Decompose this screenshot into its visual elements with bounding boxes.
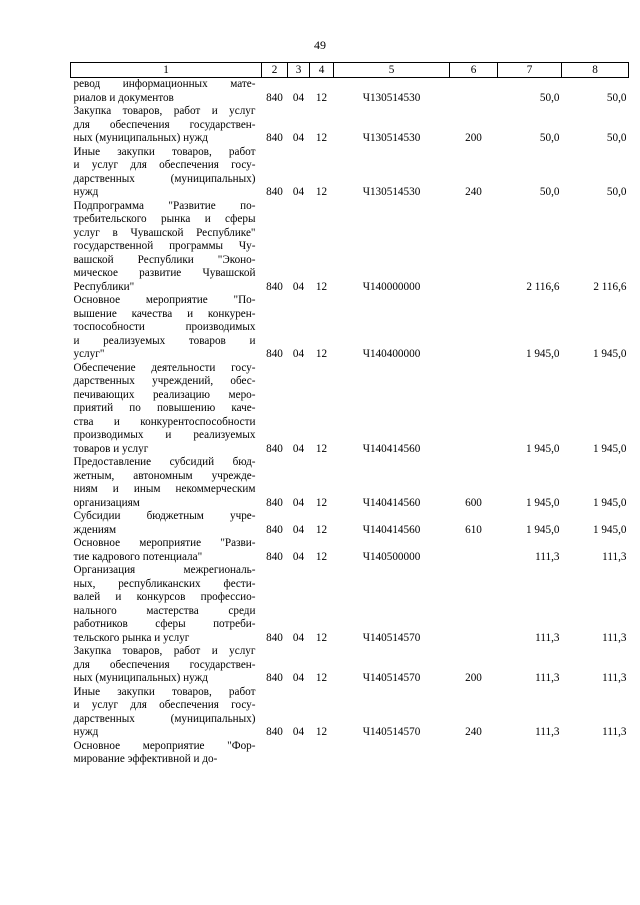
description-line: Иные закупки товаров, работ: [73, 685, 256, 698]
description-line: Обеспечение деятельности госу-: [73, 361, 256, 374]
target-article-code: Ч140414560: [362, 496, 421, 509]
amount-year-2: 1 945,0: [592, 348, 627, 360]
section-code: 04: [292, 348, 305, 360]
table-row: [71, 105, 629, 146]
description-line: тоспособности производимых: [73, 321, 256, 333]
description-line: валей и конкурсов профессио-: [73, 591, 256, 603]
header-row: [71, 63, 629, 78]
table-row: [71, 537, 629, 564]
expense-type-code: 240: [465, 726, 482, 738]
admin-code: 840: [266, 442, 283, 455]
section-code: [288, 740, 310, 767]
amount-year-2: 111,3: [602, 631, 627, 644]
target-article-code: Ч140514570: [362, 726, 421, 738]
description-line: Республики": [73, 280, 135, 293]
expense-type-code: 200: [465, 132, 482, 144]
description-line: дарственных (муниципальных): [73, 712, 256, 725]
amount-year-2: 2 116,6: [593, 280, 627, 293]
admin-code: 840: [266, 631, 283, 644]
amount-year-2: 50,0: [606, 91, 627, 104]
amount-year-1: 2 116,6: [526, 280, 560, 293]
description-line: ных, республиканских фести-: [73, 577, 256, 590]
description-line: ства и конкурентоспособности: [73, 415, 256, 428]
description-line: товаров и услуг: [73, 442, 149, 455]
subsection-code: 12: [315, 631, 328, 644]
row-description: [71, 537, 262, 564]
amount-year-2: 1 945,0: [592, 523, 627, 536]
amount-year-2: 50,0: [606, 186, 627, 198]
description-line: Основное мероприятие "По-: [73, 294, 256, 306]
row-description: [71, 645, 262, 686]
amount-year-1: [498, 740, 562, 767]
table-row: [71, 200, 629, 295]
admin-code: 840: [266, 726, 283, 738]
subsection-code: 12: [315, 132, 328, 144]
description-line: Закупка товаров, работ и услуг: [73, 645, 256, 657]
amount-year-1: 1 945,0: [525, 442, 560, 455]
subsection-code: 12: [315, 280, 328, 293]
target-article-code: Ч140514570: [362, 631, 421, 644]
table-row: [71, 362, 629, 457]
description-line: Организация межрегиональ-: [73, 564, 256, 576]
amount-year-2: 1 945,0: [592, 442, 627, 455]
page-number: 49: [314, 38, 326, 52]
subsection-code: 12: [315, 496, 328, 509]
description-line: дарственных (муниципальных): [73, 172, 256, 185]
description-line: вышение качества и конкурен-: [73, 307, 256, 320]
description-line: работников сферы потреби-: [73, 618, 256, 630]
description-line: Иные закупки товаров, работ: [73, 145, 256, 158]
target-article-code: Ч130514530: [362, 186, 421, 198]
admin-code: 840: [266, 280, 283, 293]
amount-year-1: 111,3: [535, 631, 560, 644]
description-line: и услуг для обеспечения госу-: [73, 159, 256, 171]
subsection-code: 12: [315, 186, 328, 198]
target-article-code: Ч140514570: [362, 672, 421, 684]
amount-year-2: 50,0: [606, 132, 627, 144]
budget-table: [70, 62, 629, 767]
description-line: мирование эффективной и до-: [73, 753, 218, 765]
admin-code: 840: [266, 132, 283, 144]
row-description: [71, 564, 262, 645]
description-line: Подпрограмма "Развитие по-: [73, 199, 256, 212]
subsection-code: 12: [315, 91, 328, 104]
admin-code: [262, 740, 288, 767]
description-line: организациям: [73, 496, 140, 509]
subsection-code: 12: [315, 523, 328, 536]
header-col-1: 1: [71, 63, 262, 78]
admin-code: 840: [266, 672, 283, 684]
section-code: 04: [292, 726, 305, 738]
header-col-6: 6: [450, 63, 498, 78]
amount-year-1: 111,3: [535, 550, 560, 563]
row-description: [71, 146, 262, 200]
amount-year-2: 111,3: [602, 672, 627, 684]
header-col-3: 3: [288, 63, 310, 78]
description-line: печивающих реализацию меро-: [73, 388, 256, 401]
expense-type-code: [450, 200, 498, 295]
target-article-code: Ч130514530: [362, 132, 421, 144]
row-description: [71, 200, 262, 295]
admin-code: 840: [266, 523, 283, 536]
section-code: 04: [292, 132, 305, 144]
description-line: для обеспечения государствен-: [73, 658, 256, 671]
description-line: Основное мероприятие "Фор-: [73, 739, 256, 752]
expense-type-code: [450, 294, 498, 362]
target-article-code: Ч140414560: [362, 442, 421, 455]
table-row: [71, 686, 629, 740]
admin-code: 840: [266, 186, 283, 198]
description-line: Субсидии бюджетным учре-: [73, 510, 256, 522]
expense-type-code: [450, 740, 498, 767]
expense-type-code: 200: [465, 672, 482, 684]
table-row: [71, 146, 629, 200]
row-description: [71, 78, 262, 106]
description-line: тие кадрового потенциала": [73, 550, 203, 563]
subsection-code: 12: [315, 550, 328, 563]
description-line: и услуг для обеспечения госу-: [73, 699, 256, 711]
description-line: риалов и документов: [73, 91, 174, 104]
row-description: [71, 456, 262, 510]
target-article-code: Ч140000000: [362, 280, 421, 293]
description-line: нужд: [73, 186, 99, 198]
description-line: государственной программы Чу-: [73, 240, 256, 252]
target-article-code: Ч140500000: [362, 550, 421, 563]
description-line: ниям и иным некоммерческим: [73, 483, 256, 495]
row-description: [71, 686, 262, 740]
subsection-code: 12: [315, 442, 328, 455]
header-col-2: 2: [262, 63, 288, 78]
section-code: 04: [292, 631, 305, 644]
amount-year-1: 50,0: [539, 132, 560, 144]
section-code: 04: [292, 91, 305, 104]
table-header: [71, 63, 629, 78]
expense-type-code: [450, 362, 498, 457]
expense-type-code: [450, 78, 498, 106]
table-row: [71, 510, 629, 537]
expense-type-code: 610: [465, 523, 482, 536]
table-row: [71, 740, 629, 767]
expense-type-code: 600: [465, 496, 482, 509]
description-line: Предоставление субсидий бюд-: [73, 456, 256, 468]
amount-year-2: 1 945,0: [592, 496, 627, 509]
target-article-code: Ч140414560: [362, 523, 421, 536]
expense-type-code: 240: [465, 186, 482, 198]
target-article-code: Ч140400000: [362, 348, 421, 360]
section-code: 04: [292, 186, 305, 198]
subsection-code: 12: [315, 672, 328, 684]
amount-year-1: 1 945,0: [525, 523, 560, 536]
table-row: [71, 456, 629, 510]
table-row: [71, 294, 629, 362]
description-line: нального мастерства среди: [73, 604, 256, 617]
description-line: дарственных учреждений, обес-: [73, 375, 256, 387]
target-article-code: [334, 740, 450, 767]
description-line: требительского рынка и сферы: [73, 213, 256, 225]
admin-code: 840: [266, 348, 283, 360]
description-line: ных (муниципальных) нужд: [73, 672, 208, 684]
header-col-4: 4: [310, 63, 334, 78]
description-line: Закупка товаров, работ и услуг: [73, 105, 256, 117]
section-code: 04: [292, 280, 305, 293]
header-col-8: 8: [562, 63, 629, 78]
section-code: 04: [292, 496, 305, 509]
admin-code: 840: [266, 91, 283, 104]
description-line: приятий по повышению каче-: [73, 402, 256, 414]
description-line: для обеспечения государствен-: [73, 118, 256, 131]
admin-code: 840: [266, 496, 283, 509]
header-col-7: 7: [498, 63, 562, 78]
admin-code: 840: [266, 550, 283, 563]
description-line: мическое развитие Чувашской: [73, 267, 256, 279]
row-description: [71, 740, 262, 767]
target-article-code: Ч130514530: [362, 91, 421, 104]
row-description: [71, 105, 262, 146]
table-row: [71, 645, 629, 686]
section-code: 04: [292, 672, 305, 684]
section-code: 04: [292, 550, 305, 563]
amount-year-1: 50,0: [539, 186, 560, 198]
expense-type-code: [450, 537, 498, 564]
table-row: [71, 564, 629, 645]
amount-year-1: 1 945,0: [525, 496, 560, 509]
description-line: вашской Республики "Эконо-: [73, 253, 256, 266]
table-body: [71, 78, 629, 767]
amount-year-1: 111,3: [535, 726, 560, 738]
description-line: нужд: [73, 726, 99, 738]
amount-year-1: 50,0: [539, 91, 560, 104]
description-line: жетным, автономным учрежде-: [73, 469, 256, 482]
amount-year-2: [562, 740, 629, 767]
description-line: тельского рынка и услуг: [73, 631, 190, 644]
header-col-5: 5: [334, 63, 450, 78]
description-line: Основное мероприятие "Разви-: [73, 537, 256, 549]
description-line: производимых и реализуемых: [73, 429, 256, 441]
subsection-code: 12: [315, 348, 328, 360]
row-description: [71, 510, 262, 537]
amount-year-1: 111,3: [535, 672, 560, 684]
subsection-code: 12: [315, 726, 328, 738]
amount-year-2: 111,3: [602, 726, 627, 738]
amount-year-1: 1 945,0: [525, 348, 560, 360]
expense-type-code: [450, 564, 498, 645]
row-description: [71, 294, 262, 362]
row-description: [71, 362, 262, 457]
description-line: ждениям: [73, 523, 117, 536]
section-code: 04: [292, 523, 305, 536]
subsection-code: [310, 740, 334, 767]
description-line: ных (муниципальных) нужд: [73, 132, 208, 144]
description-line: ревод информационных мате-: [73, 78, 256, 90]
section-code: 04: [292, 442, 305, 455]
amount-year-2: 111,3: [602, 550, 627, 563]
description-line: и реализуемых товаров и: [73, 334, 256, 347]
description-line: услуг в Чувашской Республике": [73, 226, 256, 239]
table-row: [71, 78, 629, 106]
description-line: услуг": [73, 348, 105, 360]
